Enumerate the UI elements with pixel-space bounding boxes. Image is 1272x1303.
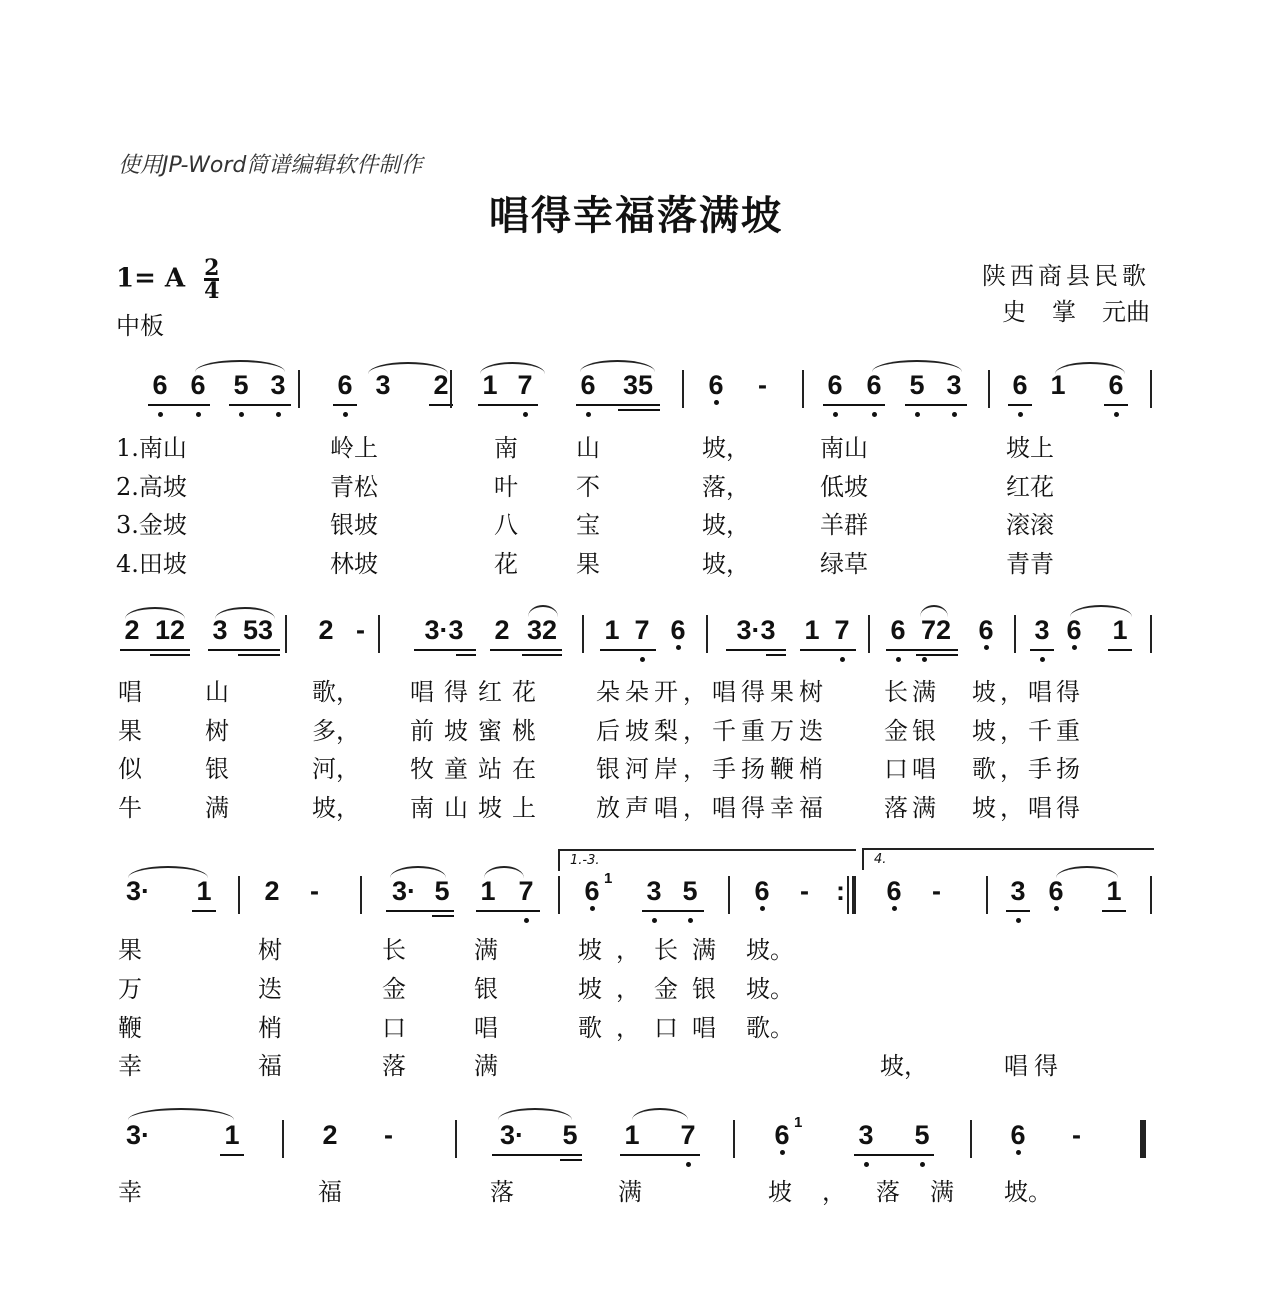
note: 6 bbox=[888, 615, 908, 646]
lyric: 坡， bbox=[880, 1052, 928, 1080]
lyric: 南 bbox=[494, 434, 518, 462]
note: 6 bbox=[582, 876, 602, 907]
lyric: 牛 bbox=[118, 794, 142, 822]
barline bbox=[682, 370, 684, 408]
barline bbox=[558, 876, 560, 914]
lyric: 红花 bbox=[1006, 473, 1054, 501]
lyric: 叶 bbox=[494, 473, 518, 501]
dash: - bbox=[800, 876, 809, 906]
note: 6 bbox=[1046, 876, 1066, 907]
underline bbox=[333, 404, 357, 406]
lyric: 落 bbox=[490, 1178, 514, 1206]
lyric: 万 bbox=[118, 975, 142, 1003]
underline bbox=[1102, 910, 1126, 912]
barline bbox=[970, 1120, 972, 1158]
note: 3 bbox=[375, 370, 391, 400]
lyric: 梢 bbox=[258, 1014, 282, 1042]
song-title: 唱得幸福落满坡 bbox=[489, 192, 783, 239]
note: 7 bbox=[632, 615, 652, 646]
note: 3 bbox=[856, 1120, 876, 1151]
lyric: 银坡 bbox=[330, 511, 378, 539]
dash: - bbox=[1072, 1120, 1081, 1150]
dash: - bbox=[932, 876, 941, 906]
barline bbox=[282, 1120, 284, 1158]
barline bbox=[868, 615, 870, 653]
note: 6 bbox=[1010, 370, 1030, 401]
lyric: 滚滚 bbox=[1006, 511, 1054, 539]
slur bbox=[632, 1108, 688, 1120]
barline bbox=[1150, 370, 1152, 408]
note: 6 bbox=[335, 370, 355, 401]
note: 53 bbox=[242, 615, 274, 645]
note: 6 bbox=[752, 876, 772, 907]
lyric: 林坡 bbox=[330, 550, 378, 578]
underline bbox=[726, 649, 786, 651]
note: 35 bbox=[622, 370, 654, 400]
lyric: 南山 bbox=[820, 434, 868, 462]
note: 72 bbox=[916, 615, 956, 646]
lyric: 银河岸，手扬鞭梢 bbox=[596, 755, 828, 783]
key-label: 1= A bbox=[116, 263, 186, 294]
note: 6 bbox=[668, 615, 688, 646]
barline bbox=[986, 876, 988, 914]
note: 6 bbox=[884, 876, 904, 907]
lyric: 多， bbox=[312, 717, 360, 745]
lyric: 果 bbox=[118, 936, 142, 964]
underline bbox=[192, 910, 216, 912]
note: 3 bbox=[268, 370, 288, 401]
lyric: 树 bbox=[258, 936, 282, 964]
lyric: 金银 bbox=[884, 717, 940, 745]
lyric: 满 bbox=[618, 1178, 642, 1206]
lyric: 坡，千重 bbox=[972, 717, 1084, 745]
lyric: 3.金坡 bbox=[116, 511, 187, 539]
time-signature bbox=[204, 255, 220, 304]
note: 5 bbox=[907, 370, 927, 401]
lyric: 口 bbox=[382, 1014, 406, 1042]
lyric: 落 bbox=[382, 1052, 406, 1080]
barline bbox=[1014, 615, 1016, 653]
note: 2 bbox=[322, 1120, 338, 1150]
underline bbox=[220, 1154, 244, 1156]
note: 6 bbox=[976, 615, 996, 646]
volta-second-ending bbox=[862, 848, 1154, 870]
note: 1 bbox=[196, 876, 212, 906]
note: 5 bbox=[231, 370, 251, 401]
note: 7 bbox=[832, 615, 852, 646]
underline bbox=[886, 649, 958, 651]
note: 3· bbox=[125, 876, 150, 906]
note: 6 bbox=[772, 1120, 792, 1151]
note: 1 bbox=[1106, 876, 1122, 906]
lyric: 坡，落满 bbox=[768, 1178, 984, 1206]
underline bbox=[800, 649, 856, 651]
barline bbox=[706, 615, 708, 653]
lyric: 青松 bbox=[330, 473, 378, 501]
underline bbox=[432, 915, 454, 917]
lyric: 坡。 bbox=[746, 936, 794, 964]
lyric: 坡，金银 bbox=[578, 975, 730, 1003]
note: 2 bbox=[264, 876, 280, 906]
underline bbox=[148, 404, 210, 406]
repeat-sign: : bbox=[836, 876, 845, 906]
note: 2 bbox=[124, 615, 140, 645]
underline bbox=[386, 910, 454, 912]
barline bbox=[847, 876, 849, 914]
note: 1 bbox=[480, 876, 496, 906]
lyric: 坡， bbox=[702, 434, 750, 462]
barline bbox=[360, 876, 362, 914]
underline bbox=[1006, 910, 1030, 912]
note: 6 bbox=[1064, 615, 1084, 646]
underline bbox=[478, 404, 538, 406]
lyric: 八 bbox=[494, 511, 518, 539]
lyric: 福 bbox=[318, 1178, 342, 1206]
lyric: 河， bbox=[312, 755, 360, 783]
underline bbox=[490, 649, 562, 651]
underline bbox=[766, 654, 786, 656]
underline bbox=[120, 649, 190, 651]
note: 6 bbox=[578, 370, 598, 401]
dash: - bbox=[384, 1120, 393, 1150]
underline bbox=[492, 1154, 582, 1156]
underline bbox=[905, 404, 967, 406]
lyric: 坡， bbox=[312, 794, 360, 822]
barline bbox=[455, 1120, 457, 1158]
lyric: 南山坡上 bbox=[410, 794, 546, 822]
song-origin: 陕西商县民歌 bbox=[982, 262, 1150, 290]
note: 12 bbox=[154, 615, 186, 645]
barline bbox=[728, 876, 730, 914]
underline bbox=[854, 1154, 934, 1156]
note: 1 bbox=[224, 1120, 240, 1150]
grace-note: 1 bbox=[604, 870, 613, 887]
lyric: 坡，唱得 bbox=[972, 794, 1084, 822]
lyric: 满 bbox=[474, 1052, 498, 1080]
barline bbox=[238, 876, 240, 914]
barline bbox=[733, 1120, 735, 1158]
underline bbox=[1108, 649, 1132, 651]
note: 2 bbox=[494, 615, 510, 645]
barline bbox=[802, 370, 804, 408]
volta-label: 1.-3. bbox=[570, 853, 600, 868]
note: 3 bbox=[644, 876, 664, 907]
note: 2 bbox=[433, 370, 449, 400]
key-signature bbox=[116, 255, 220, 304]
lyric: 果 bbox=[118, 717, 142, 745]
lyric: 牧童站在 bbox=[410, 755, 546, 783]
lyric: 唱得红花 bbox=[410, 678, 546, 706]
barline bbox=[1150, 876, 1152, 914]
underline bbox=[522, 654, 562, 656]
lyric: 落满 bbox=[884, 794, 940, 822]
repeat-barline bbox=[852, 876, 856, 914]
note: 5 bbox=[680, 876, 700, 907]
note: 32 bbox=[526, 615, 558, 645]
lyric: 青青 bbox=[1006, 550, 1054, 578]
time-sig-bottom: 4 bbox=[204, 278, 220, 304]
underline bbox=[620, 1154, 700, 1156]
underline bbox=[576, 404, 660, 406]
lyric: 似 bbox=[118, 755, 142, 783]
note: 3 bbox=[944, 370, 964, 401]
grace-note: 1 bbox=[794, 1114, 803, 1131]
lyric: 不 bbox=[576, 473, 600, 501]
note: 2 bbox=[318, 615, 334, 645]
lyric: 放声唱，唱得幸福 bbox=[596, 794, 828, 822]
lyric: 坡， bbox=[702, 511, 750, 539]
note: 5 bbox=[434, 876, 450, 906]
barline bbox=[450, 370, 452, 408]
underline bbox=[150, 654, 190, 656]
note: 5 bbox=[912, 1120, 932, 1151]
underline bbox=[456, 654, 476, 656]
tempo-marking: 中板 bbox=[116, 312, 164, 340]
note: 3· bbox=[391, 876, 416, 906]
lyric: 歌，手扬 bbox=[972, 755, 1084, 783]
volta-first-ending bbox=[558, 849, 856, 871]
underline bbox=[560, 1159, 582, 1161]
note: 3 bbox=[1008, 876, 1028, 907]
lyric: 口唱 bbox=[884, 755, 940, 783]
note: 6 bbox=[825, 370, 845, 401]
lyric: 歌， bbox=[312, 678, 360, 706]
barline bbox=[988, 370, 990, 408]
note: 7 bbox=[515, 370, 535, 401]
slur bbox=[128, 1108, 234, 1120]
lyric: 岭上 bbox=[330, 434, 378, 462]
note: 5 bbox=[562, 1120, 578, 1150]
note: 1 bbox=[1050, 370, 1066, 400]
lyric: 金 bbox=[382, 975, 406, 1003]
lyric: 福 bbox=[258, 1052, 282, 1080]
underline bbox=[476, 910, 540, 912]
time-sig-top: 2 bbox=[204, 255, 220, 281]
lyric: 坡。 bbox=[746, 975, 794, 1003]
barline bbox=[1150, 615, 1152, 653]
note: 1 bbox=[624, 1120, 640, 1150]
lyric: 后坡梨，千重万迭 bbox=[596, 717, 828, 745]
underline bbox=[916, 654, 958, 656]
lyric: 长 bbox=[382, 936, 406, 964]
note: 1 bbox=[604, 615, 620, 645]
lyric: 宝 bbox=[576, 511, 600, 539]
barline bbox=[298, 370, 300, 408]
lyric: 歌，口唱 bbox=[578, 1014, 730, 1042]
barline bbox=[378, 615, 380, 653]
lyric: 低坡 bbox=[820, 473, 868, 501]
note: 7 bbox=[516, 876, 536, 907]
lyric: 坡， bbox=[702, 550, 750, 578]
underline bbox=[618, 409, 660, 411]
lyric: 2.高坡 bbox=[116, 473, 187, 501]
lyric: 迭 bbox=[258, 975, 282, 1003]
lyric: 前坡蜜桃 bbox=[410, 717, 546, 745]
dash: - bbox=[310, 876, 319, 906]
lyric: 落， bbox=[702, 473, 750, 501]
underline bbox=[1104, 404, 1128, 406]
composer-part: 掌 bbox=[1052, 298, 1076, 326]
composer-part: 元曲 bbox=[1102, 298, 1150, 326]
note: 1 bbox=[1112, 615, 1128, 645]
dash: - bbox=[758, 370, 767, 400]
note: 6 bbox=[188, 370, 208, 401]
lyric: 朵朵开，唱得果树 bbox=[596, 678, 828, 706]
lyric: 坡，长满 bbox=[578, 936, 730, 964]
lyric: 鞭 bbox=[118, 1014, 142, 1042]
lyric: 坡，唱得 bbox=[972, 678, 1084, 706]
note: 3 bbox=[212, 615, 228, 645]
note: 3 bbox=[1032, 615, 1052, 646]
lyric: 羊群 bbox=[820, 511, 868, 539]
dash: - bbox=[356, 615, 365, 645]
lyric: 坡上 bbox=[1006, 434, 1054, 462]
note: 3· bbox=[499, 1120, 524, 1150]
underline bbox=[642, 910, 704, 912]
underline bbox=[600, 649, 656, 651]
lyric: 银 bbox=[205, 755, 229, 783]
lyric: 果 bbox=[576, 550, 600, 578]
lyric: 长满 bbox=[884, 678, 940, 706]
note: 1 bbox=[482, 370, 498, 400]
underline bbox=[238, 654, 280, 656]
underline bbox=[414, 649, 476, 651]
note: 6 bbox=[706, 370, 726, 401]
note: 3·3 bbox=[424, 615, 464, 645]
lyric: 绿草 bbox=[820, 550, 868, 578]
note: 6 bbox=[864, 370, 884, 401]
lyric: 满 bbox=[474, 936, 498, 964]
lyric: 幸 bbox=[118, 1052, 142, 1080]
barline bbox=[582, 615, 584, 653]
note: 3·3 bbox=[736, 615, 776, 645]
underline bbox=[208, 649, 280, 651]
lyric: 山 bbox=[576, 434, 600, 462]
verse-1: 1.南山 bbox=[116, 434, 187, 462]
lyric: 银 bbox=[474, 975, 498, 1003]
note: 7 bbox=[678, 1120, 698, 1151]
lyric: 4.田坡 bbox=[116, 550, 187, 578]
lyric: 唱得 bbox=[1004, 1052, 1064, 1080]
lyric: 唱 bbox=[474, 1014, 498, 1042]
note: 6 bbox=[150, 370, 170, 401]
lyric: 山 bbox=[205, 678, 229, 706]
final-barline bbox=[1140, 1120, 1146, 1158]
underline bbox=[823, 404, 885, 406]
composer bbox=[976, 292, 1150, 327]
note: 3· bbox=[125, 1120, 150, 1150]
composer-part: 史 bbox=[1002, 298, 1026, 326]
volta-label: 4. bbox=[874, 852, 887, 867]
lyric: 满 bbox=[205, 794, 229, 822]
barline bbox=[285, 615, 287, 653]
lyric: 幸 bbox=[118, 1178, 142, 1206]
software-credit: 使用JP-Word简谱编辑软件制作 bbox=[118, 153, 423, 178]
lyric: 树 bbox=[205, 717, 229, 745]
note: 1 bbox=[804, 615, 820, 645]
lyric: 唱 bbox=[118, 678, 142, 706]
underline bbox=[1008, 404, 1032, 406]
slur bbox=[498, 1108, 572, 1120]
note: 6 bbox=[1106, 370, 1126, 401]
lyric: 歌。 bbox=[746, 1014, 794, 1042]
lyric: 坡。 bbox=[1004, 1178, 1052, 1206]
underline bbox=[1030, 649, 1054, 651]
lyric: 花 bbox=[494, 550, 518, 578]
underline bbox=[229, 404, 291, 406]
note: 6 bbox=[1008, 1120, 1028, 1151]
